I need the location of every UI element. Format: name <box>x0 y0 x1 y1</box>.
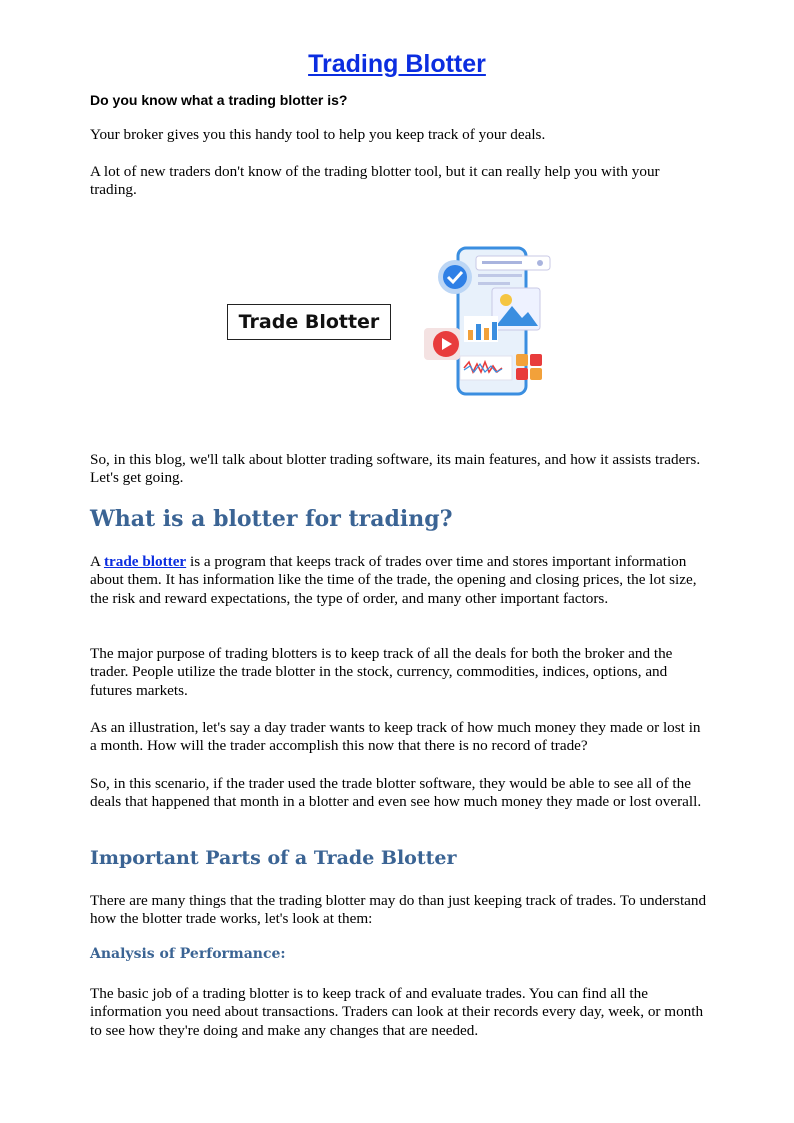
section1-paragraph-2: The major purpose of trading blotters is to keep track of all the deals for both the broker and the trader. People utilize the trade blotter in the stock, currency, commodities, indices, options, and futures markets. <box>90 645 673 699</box>
section2-paragraph-2: The basic job of a trading blotter is to keep track of and evaluate trades. You can find all the information you need about transactions. Traders can look at their records every day, week, or month to see how they're doing and make any changes that are needed. <box>90 985 704 1039</box>
section-heading-what-is-blotter: What is a blotter for trading? <box>90 506 453 532</box>
phone-analytics-icon <box>420 244 560 400</box>
page-title[interactable]: Trading Blotter <box>308 50 486 78</box>
section1-paragraph-1 <box>90 553 708 608</box>
section2-paragraph-1: There are many things that the trading blotter may do than just keeping track of trades. To understand how the blotter trade works, let's look at them: <box>90 892 707 928</box>
section1-p1-post: is a program that keeps track of trades over time and stores important information about them. It has information like the time of the trade, the opening and closing prices, the lot size, the risk and reward expectations, the type of order, and many other important factors. <box>90 553 697 607</box>
intro-paragraph-2: A lot of new traders don't know of the trading blotter tool, but it can really help you with your trading. <box>90 163 660 199</box>
paragraph-after-banner: So, in this blog, we'll talk about blotter trading software, its main features, and how it assists traders. Let's get going. <box>90 451 701 487</box>
trade-blotter-label: Trade Blotter <box>238 311 380 333</box>
intro-paragraph-1: Your broker gives you this handy tool to help you keep track of your deals. <box>90 126 546 143</box>
section1-paragraph-4: So, in this scenario, if the trader used the trade blotter software, they would be able to see all of the deals that happened that month in a blotter and even see how much money they made or lost overall. <box>90 775 702 811</box>
intro-question: Do you know what a trading blotter is? <box>90 92 348 108</box>
subsection-heading-analysis: Analysis of Performance: <box>90 946 286 962</box>
section1-paragraph-3: As an illustration, let's say a day trader wants to keep track of how much money they made or lost in a month. How will the trader accomplish this now that there is no record of trade? <box>90 719 701 755</box>
trade-blotter-label-box <box>227 304 391 340</box>
section1-p1-pre: A <box>90 553 104 570</box>
trade-blotter-link[interactable]: trade blotter <box>103 553 187 570</box>
section-heading-important-parts: Important Parts of a Trade Blotter <box>90 847 457 869</box>
